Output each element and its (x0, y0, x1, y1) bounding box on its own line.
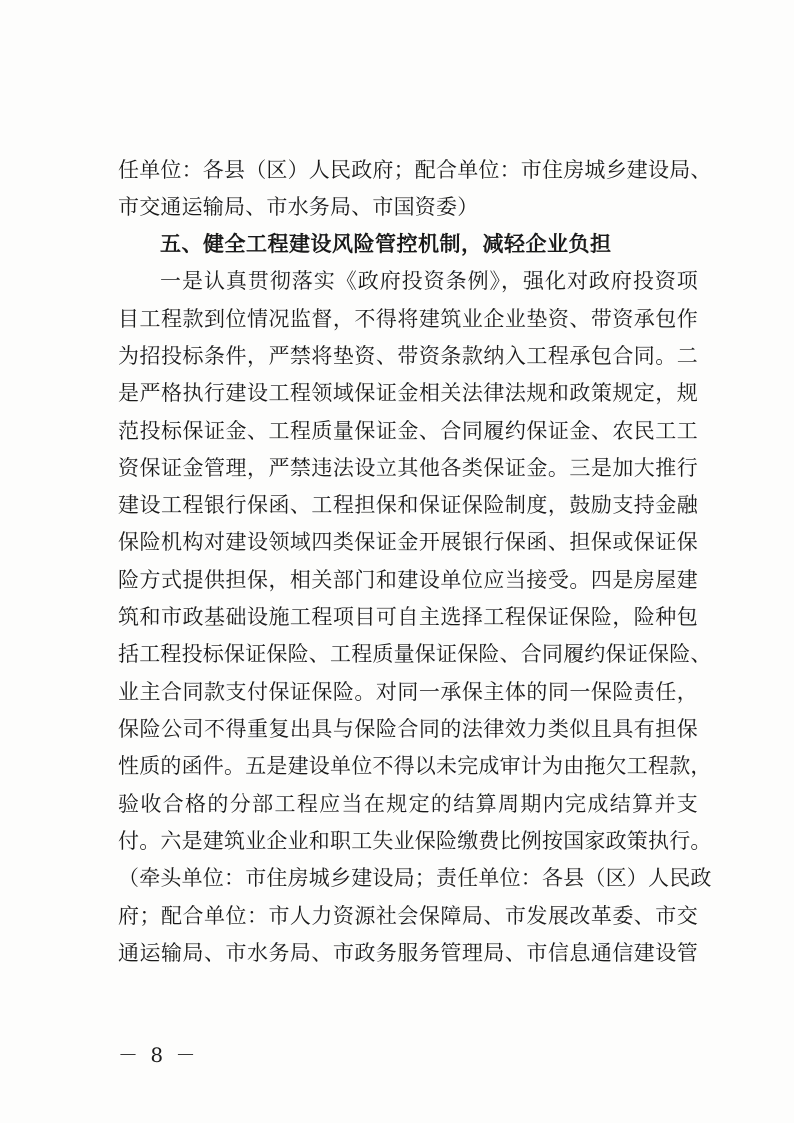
body-text-line: 括工程投标保证保险、工程质量保证保险、合同履约保证保险、 (118, 642, 712, 666)
body-text-line: （牵头单位：市住房城乡建设局；责任单位：各县（区）人民政 (118, 866, 712, 890)
body-text-line: 目工程款到位情况监督，不得将建筑业企业垫资、带资承包作 (118, 307, 698, 331)
body-text-line: 性质的函件。五是建设单位不得以未完成审计为由拖欠工程款， (118, 754, 712, 778)
body-text-line: 险方式提供担保，相关部门和建设单位应当接受。四是房屋建 (118, 568, 698, 592)
body-text-line: 验收合格的分部工程应当在规定的结算周期内完成结算并支 (118, 792, 698, 816)
page-number: － 8 － (118, 1043, 199, 1067)
body-text-line: 付。六是建筑业企业和职工失业保险缴费比例按国家政策执行。 (118, 829, 712, 853)
body-text-line: 市交通运输局、市水务局、市国资委） (118, 195, 479, 219)
body-text-line: 保险机构对建设领域四类保证金开展银行保函、担保或保证保 (118, 530, 698, 554)
body-text-line: 是严格执行建设工程领域保证金相关法律法规和政策规定，规 (118, 381, 698, 405)
body-text-line: 保险公司不得重复出具与保险合同的法律效力类似且具有担保 (118, 717, 698, 741)
body-text-line: 筑和市政基础设施工程项目可自主选择工程保证保险，险种包 (118, 605, 698, 629)
body-text-line: 府；配合单位：市人力资源社会保障局、市发展改革委、市交 (118, 904, 698, 928)
body-text-line: 一是认真贯彻落实《政府投资条例》，强化对政府投资项 (160, 269, 698, 293)
body-text-line: 通运输局、市水务局、市政务服务管理局、市信息通信建设管 (118, 941, 698, 965)
body-text-line: 任单位：各县（区）人民政府；配合单位：市住房城乡建设局、 (118, 158, 712, 182)
body-text-line: 资保证金管理，严禁违法设立其他各类保证金。三是加大推行 (118, 456, 698, 480)
body-text-line: 建设工程银行保函、工程担保和保证保险制度，鼓励支持金融 (118, 493, 698, 517)
section-heading: 五、健全工程建设风险管控机制，减轻企业负担 (160, 232, 612, 256)
body-text-line: 为招投标条件，严禁将垫资、带资条款纳入工程承包合同。二 (118, 344, 698, 368)
body-text-line: 范投标保证金、工程质量保证金、合同履约保证金、农民工工 (118, 419, 698, 443)
body-text-line: 业主合同款支付保证保险。对同一承保主体的同一保险责任， (118, 680, 698, 704)
